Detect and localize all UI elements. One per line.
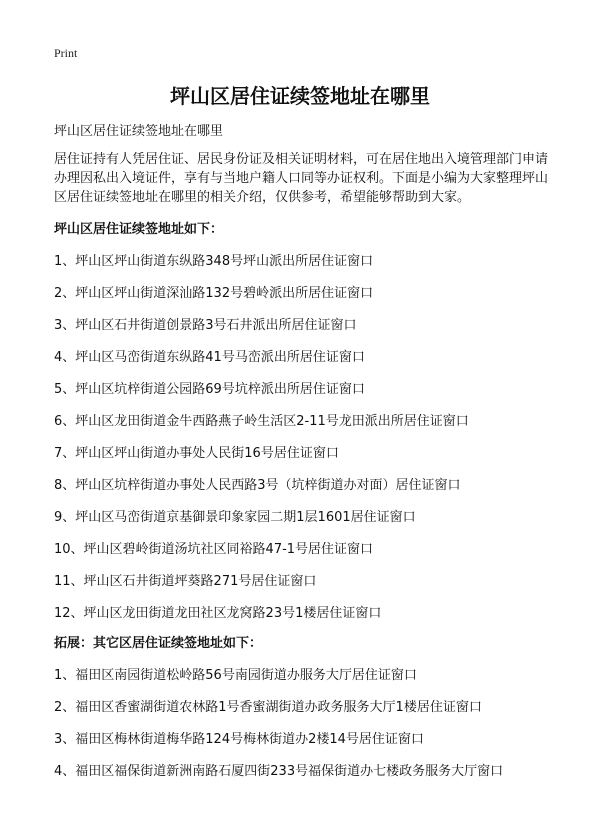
print-link[interactable]: Print [54, 46, 78, 60]
list-item: 12、坪山区龙田街道龙田社区龙窝路23号1楼居住证窗口 [54, 606, 382, 621]
list-item: 4、福田区福保街道新洲南路石厦四街233号福保街道办七楼政务服务大厅窗口 [54, 764, 504, 779]
list-item: 1、坪山区坪山街道东纵路348号坪山派出所居住证窗口 [54, 254, 374, 269]
list-item: 5、坪山区坑梓街道公园路69号坑梓派出所居住证窗口 [54, 382, 365, 397]
list-item: 7、坪山区坪山街道办事处人民街16号居住证窗口 [54, 446, 339, 461]
list-item: 9、坪山区马峦街道京基御景印象家园二期1层1601居住证窗口 [54, 510, 416, 525]
list-item: 2、福田区香蜜湖街道农林路1号香蜜湖街道办政务服务大厅1楼居住证窗口 [54, 700, 482, 715]
section-heading-pingshan: 坪山区居住证续签地址如下： [54, 222, 224, 237]
list-item: 2、坪山区坪山街道深汕路132号碧岭派出所居住证窗口 [54, 286, 374, 301]
list-item: 1、福田区南园街道松岭路56号南园街道办服务大厅居住证窗口 [54, 668, 417, 683]
list-item: 6、坪山区龙田街道金牛西路燕子岭生活区2-11号龙田派出所居住证窗口 [54, 414, 469, 429]
list-item: 3、坪山区石井街道创景路3号石井派出所居住证窗口 [54, 318, 357, 333]
article-subtitle: 坪山区居住证续签地址在哪里 [54, 124, 224, 139]
list-item: 3、福田区梅林街道梅华路124号梅林街道办2楼14号居住证窗口 [54, 732, 424, 747]
list-item: 10、坪山区碧岭街道汤坑社区同裕路47-1号居住证窗口 [54, 542, 374, 557]
list-item: 4、坪山区马峦街道东纵路41号马峦派出所居住证窗口 [54, 350, 365, 365]
page-title: 坪山区居住证续签地址在哪里 [170, 84, 430, 108]
section-heading-other-districts: 拓展：其它区居住证续签地址如下： [54, 636, 263, 651]
list-item: 8、坪山区坑梓街道办事处人民西路3号（坑梓街道办对面）居住证窗口 [54, 478, 461, 493]
intro-paragraph: 居住证持有人凭居住证、居民身份证及相关证明材料，可在居住地出入境管理部门申请办理因私出入境证件，享有与当地户籍人口同等办证权利。下面是小编为大家整理坪山区居住证续签地址在哪里的相关介绍，仅供参考，希望能够帮助到大家。 [54, 152, 549, 205]
list-item: 11、坪山区石井街道坪葵路271号居住证窗口 [54, 574, 317, 589]
